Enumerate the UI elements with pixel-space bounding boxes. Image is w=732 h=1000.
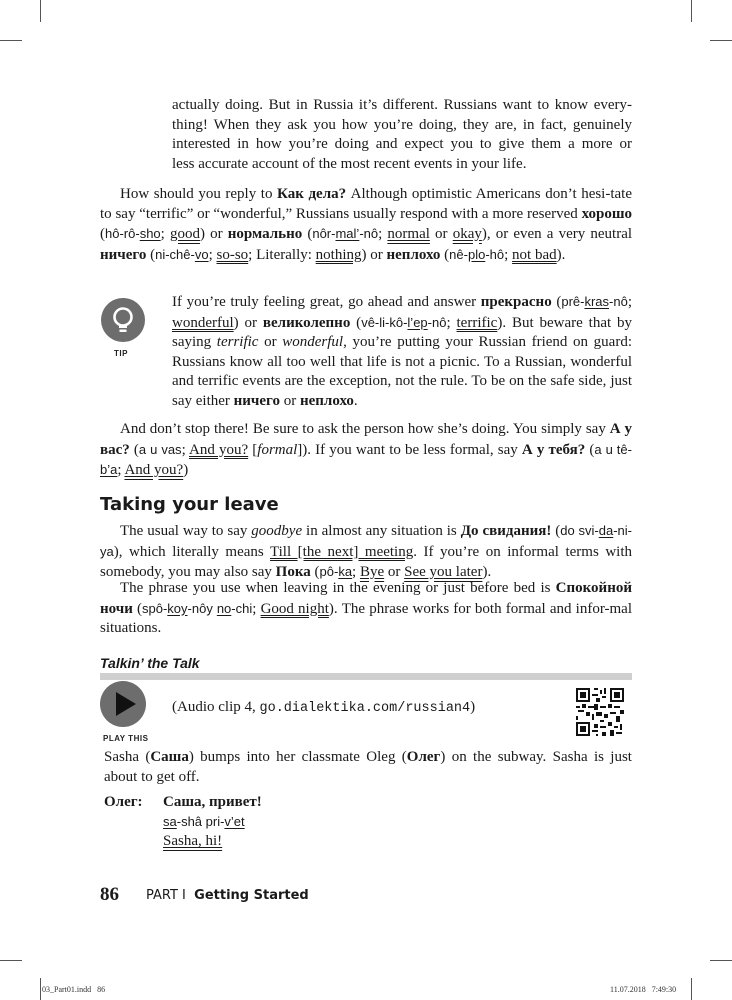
translation: not bad	[512, 246, 557, 263]
translation: Good night	[260, 600, 329, 617]
audio-link[interactable]: go.dialektika.com/russian4	[259, 701, 471, 716]
page-number: 86	[100, 884, 119, 905]
dialog-russian: Саша, привет!	[163, 794, 262, 810]
russian-term: Спокойной ночи	[100, 580, 632, 617]
tip-label: TIP	[114, 349, 128, 358]
text-line: actually doing. But in Russia it’s different. Russians want to know every-	[172, 97, 632, 113]
translation: wonderful	[172, 314, 234, 331]
crop-mark	[0, 960, 22, 961]
russian-term: Как дела?	[277, 186, 347, 202]
slug-timestamp: 11.07.2018 7:49:30	[610, 985, 677, 994]
lightbulb-icon	[101, 298, 145, 342]
crop-mark	[710, 960, 732, 961]
play-icon	[100, 681, 146, 727]
russian-term: ничего	[233, 392, 280, 409]
audio-reference: (Audio clip 4, go.dialektika.com/russian4)	[172, 699, 476, 716]
translation: normal	[387, 226, 430, 242]
russian-term: До свидания!	[460, 523, 552, 539]
crop-mark	[710, 40, 732, 41]
crop-mark	[0, 40, 22, 41]
slug-filename: 03_Part01.indd 86	[42, 985, 106, 994]
crop-mark	[40, 0, 41, 22]
tip-icon	[101, 298, 145, 342]
translation: good	[169, 226, 200, 242]
crop-mark	[691, 978, 692, 1000]
russian-term: хорошо	[581, 205, 632, 222]
dialog-speaker: Олег:	[104, 794, 143, 810]
russian-term: нормально	[227, 226, 303, 242]
russian-term: А у вас?	[100, 421, 632, 458]
russian-term: неплохо	[386, 246, 441, 263]
reply-paragraph: How should you reply to Как дела? Although optimistic Americans don’t hesi-tate to say “terrific” or “wonderful,” Russians usually respond with a more reserved хорошо (hô-rô-sho; good) or нормально (nôr-mal’-nô; normal or okay), or even a very neutral ничего (ni-chê-vo; so-so; Literally: nothing) or неплохо (nê-plo-hô; not bad).	[100, 186, 633, 263]
translation: See you later	[404, 564, 483, 580]
play-button[interactable]	[100, 681, 146, 727]
goodnight-paragraph: The phrase you use when leaving in the evening or just before bed is Спокойной ночи (spô-koy-nôy no-chi; Good night). The phrase works for both formal and infor-mal situations.	[100, 580, 633, 636]
section-heading: Taking your leave	[100, 494, 279, 515]
russian-term: Пока	[275, 564, 311, 580]
translation: okay	[452, 226, 482, 242]
russian-term: Саша	[150, 749, 189, 765]
translation: so-so	[216, 246, 249, 263]
text-line: less accurate account of the most recent events in your life.	[172, 155, 527, 172]
russian-term: прекрасно	[480, 294, 552, 310]
russian-term: неплохо	[299, 392, 354, 409]
translation: Bye	[359, 564, 385, 580]
dialog-pronunciation: sa-shâ pri-v’et	[163, 814, 245, 829]
qr-code	[576, 688, 624, 736]
dialog-intro: Sasha (Саша) bumps into her classmate Oleg (Олег) on the subway. Sasha is just about to get off.	[104, 749, 632, 785]
translation: And you?	[124, 462, 184, 478]
text-line: interested in how you’re doing and expect you to give them a more or	[172, 136, 632, 152]
running-footer: PART I Getting Started	[146, 888, 309, 903]
russian-term: Олег	[406, 749, 441, 765]
translation: nothing	[315, 246, 362, 263]
russian-term: ничего	[100, 246, 147, 263]
translation: Till [the next] meeting	[270, 543, 414, 560]
play-label: PLAY THIS	[103, 734, 149, 743]
translation: terrific	[456, 314, 498, 331]
talkin-heading: Talkin’ the Talk	[100, 655, 632, 680]
translation: And you?	[189, 441, 249, 458]
dialog-translation: Sasha, hi!	[163, 833, 223, 849]
ask-back-paragraph: And don’t stop there! Be sure to ask the person how she’s doing. You simply say А у вас? (a u vas; And you? [formal]). If you want to be less formal, say А у тебя? (a u tê-b’a; And you?)	[100, 421, 632, 478]
continued-paragraph	[172, 96, 632, 174]
russian-term: великолепно	[262, 314, 351, 331]
crop-mark	[691, 0, 692, 22]
goodbye-paragraph: The usual way to say goodbye in almost any situation is До свидания! (do svi-da-ni-ya), which literally means Till [the next] meeting. If you’re on informal terms with somebody, you may also say Пока (pô-ka; Bye or See you later).	[100, 523, 632, 580]
tip-text: If you’re truly feeling great, go ahead and answer прекрасно (prê-kras-nô; wonderful) or великолепно (vê-li-kô-l’ep-nô; terrific). But beware that by saying terrific or wonderful, you’re putting your Russian friend on guard: Russians know all too well that life is not a picnic. To a Russian, wonderful and terrific events are the exception, not the rule. To be on the safe side, just say either ничего or неплохо.	[172, 294, 633, 409]
russian-term: А у тебя?	[521, 441, 586, 458]
crop-mark	[40, 978, 41, 1000]
text-line: thing! When they ask you how you’re doing, they are, in fact, genuinely	[172, 116, 632, 133]
